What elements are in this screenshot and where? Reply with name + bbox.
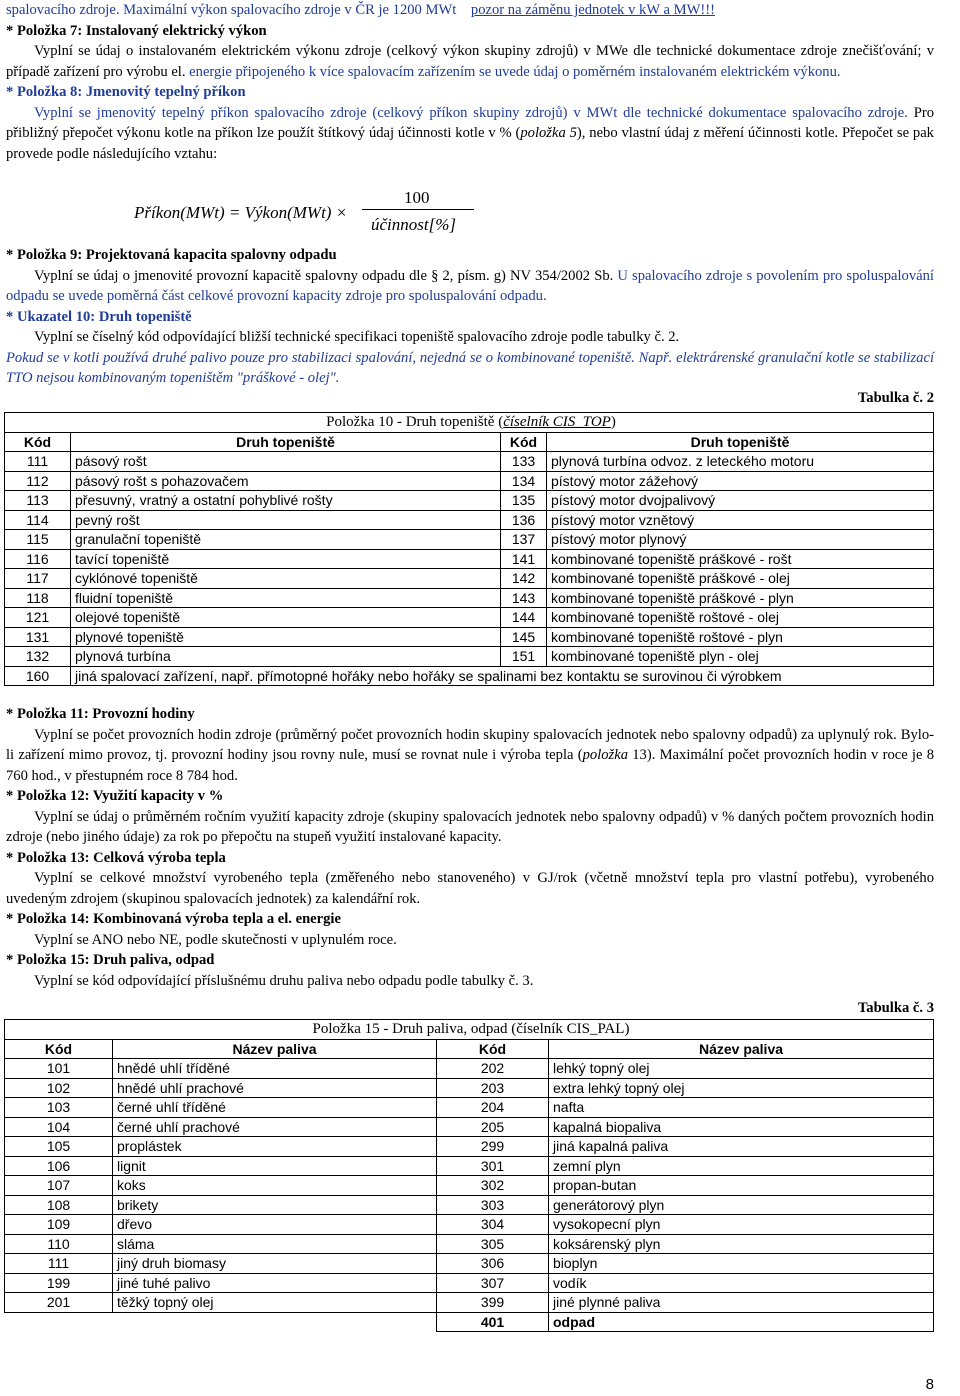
table-2-caption-c: ) — [610, 414, 616, 431]
cell-code: 201 — [5, 1293, 113, 1313]
item-14-text-a: Vyplní se ANO nebo NE, podle skutečnosti v uplynulém roce. — [34, 931, 397, 948]
cell-name: olejové topeniště — [71, 608, 501, 628]
indicator-10-text-a: Vyplní se číselný kód odpovídající bližší technické specifikaci topeniště spalovacího zdroje podle tabulky č. 2. — [34, 329, 680, 345]
item-12-text-a: Vyplní se údaj o průměrném ročním využití kapacity zdroje (skupiny spalovacích jednotek nebo spalovny odpadů) v % daných počtem provozních hodin zdroje (nebo jiného údaje) za rok po přepočtu na stupeň využití instalované kapacity. — [6, 808, 934, 845]
item-12-text — [6, 807, 934, 848]
table-row — [5, 666, 934, 686]
item-8-text-a: Vyplní se jmenovitý tepelný příkon spalovacího zdroje (celkový příkon skupiny zdrojů) v MWt dle technické dokumentace spalovacího zdroje. — [34, 104, 908, 121]
cell-code: 109 — [5, 1215, 113, 1235]
cell-code: 307 — [437, 1273, 549, 1293]
table-2-codelist: číselník CIS_TOP — [503, 414, 611, 431]
indicator-10-text — [6, 327, 934, 348]
item-11-title: * Položka 11: Provozní hodiny — [6, 706, 195, 722]
table-row — [5, 608, 934, 628]
cell-name: hnědé uhlí tříděné — [113, 1059, 437, 1079]
item-15-text-a: Vyplní se kód odpovídající příslušnému druhu paliva nebo odpadu podle tabulky č. 3. — [34, 972, 534, 989]
cell-code: 106 — [5, 1156, 113, 1176]
table-row — [5, 1195, 934, 1215]
cell-name: černé uhlí tříděné — [113, 1098, 437, 1118]
item-9-law-ref: 2, písm. g) NV 354/2002 Sb. — [442, 267, 614, 284]
header-code: Kód — [437, 1039, 549, 1059]
item-8-text-b: Pro přibližný přepočet výkonu kotle na příkon lze použít štítkový údaj účinnosti kotle v % ( — [6, 104, 935, 141]
table-row — [5, 491, 934, 511]
item-13-title: * Položka 13: Celková výroba tepla — [6, 849, 226, 866]
cell-code: 151 — [501, 647, 547, 667]
table-3-caption: Položka 15 - Druh paliva, odpad (číselník CIS_PAL) — [5, 1020, 934, 1040]
empty-cell — [5, 1312, 113, 1332]
cell-code: 118 — [5, 588, 71, 608]
table-row — [5, 647, 934, 667]
cell-name: lehký topný olej — [549, 1059, 934, 1079]
table-row — [5, 627, 934, 647]
cell-name: kombinované topeniště roštové - olej — [547, 608, 934, 628]
cell-code: 306 — [437, 1254, 549, 1274]
item-13-text-a: Vyplní se celkové množství vyrobeného tepla (změřeného nebo stanoveného) v GJ/rok (včetně množství tepla pro vlastní potřebu), vyrobeného uvedeným zdrojem (skupinou spalovacích jednotek) za kalendářní rok. — [6, 870, 934, 907]
table-row — [5, 1176, 934, 1196]
item-11-ref: položka — [582, 747, 628, 763]
cell-name: plynová turbína odvoz. z leteckého motoru — [547, 452, 934, 472]
cell-code: 401 — [437, 1312, 549, 1332]
cell-code: 121 — [5, 608, 71, 628]
table-row — [5, 1117, 934, 1137]
cell-code: 205 — [437, 1117, 549, 1137]
cell-name: kapalná biopaliva — [549, 1117, 934, 1137]
cell-code: 113 — [5, 491, 71, 511]
cell-name: pístový motor zážehový — [547, 471, 934, 491]
item-9-text-a: Vyplní se údaj o jmenovité provozní kapacitě spalovny odpadu dle — [34, 267, 427, 284]
cell-name: jiná kapalná paliva — [549, 1137, 934, 1157]
cell-name: plynová turbína — [71, 647, 501, 667]
table-row — [5, 1254, 934, 1274]
item-8-text-c: ), nebo vlastní údaj z měření účinnosti kotle. — [576, 125, 839, 141]
cell-code: 105 — [5, 1137, 113, 1157]
table-row — [5, 1098, 934, 1118]
cell-name: koks — [113, 1176, 437, 1196]
header-code: Kód — [5, 1039, 113, 1059]
cell-name: proplástek — [113, 1137, 437, 1157]
item-9-text-c: U spalovacího zdroje s povolením pro spoluspalování odpadu se uvede poměrná část celkové provozní kapacity zdroje pro spoluspalování odpadu. — [6, 267, 934, 304]
table-row — [5, 1273, 934, 1293]
item-7-text — [6, 41, 934, 82]
cell-name: generátorový plyn — [549, 1195, 934, 1215]
cell-code: 101 — [5, 1059, 113, 1079]
cell-code: 107 — [5, 1176, 113, 1196]
item-8-text-d: Přepočet se pak provede podle následujícího vztahu: — [6, 125, 934, 162]
cell-code: 135 — [501, 491, 547, 511]
cell-code: 112 — [5, 471, 71, 491]
cell-name: brikety — [113, 1195, 437, 1215]
table-row — [5, 1137, 934, 1157]
intro-line — [6, 0, 934, 21]
cell-code: 115 — [5, 530, 71, 550]
header-code: Kód — [5, 432, 71, 452]
cell-code: 117 — [5, 569, 71, 589]
cell-name: černé uhlí prachové — [113, 1117, 437, 1137]
cell-code: 141 — [501, 549, 547, 569]
item-8-ref: položka 5 — [520, 125, 577, 141]
cell-code: 142 — [501, 569, 547, 589]
header-fuel-name: Název paliva — [113, 1039, 437, 1059]
item-9-text — [6, 266, 934, 307]
header-furnace: Druh topeniště — [71, 432, 501, 452]
cell-name: kombinované topeniště práškové - olej — [547, 569, 934, 589]
table-row — [5, 452, 934, 472]
table-row — [5, 1215, 934, 1235]
cell-name: dřevo — [113, 1215, 437, 1235]
item-14-text — [6, 930, 934, 951]
cell-code: 111 — [5, 452, 71, 472]
table-3-fuel-types — [4, 1019, 934, 1332]
cell-name: nafta — [549, 1098, 934, 1118]
cell-name: jiné tuhé palivo — [113, 1273, 437, 1293]
table-row — [5, 1078, 934, 1098]
cell-code: 133 — [501, 452, 547, 472]
section-items-7-8 — [6, 0, 934, 164]
table-2-label: Tabulka č. 2 — [857, 389, 934, 406]
cell-name: pevný rošt — [71, 510, 501, 530]
cell-name: kombinované topeniště plyn - olej — [547, 647, 934, 667]
cell-name: pístový motor plynový — [547, 530, 934, 550]
table-row — [5, 1312, 934, 1332]
cell-code: 136 — [501, 510, 547, 530]
cell-name: plynové topeniště — [71, 627, 501, 647]
header-fuel-name: Název paliva — [549, 1039, 934, 1059]
cell-code: 111 — [5, 1254, 113, 1274]
table-header — [5, 432, 934, 452]
cell-code: 143 — [501, 588, 547, 608]
cell-name: těžký topný olej — [113, 1293, 437, 1313]
cell-code: 116 — [5, 549, 71, 569]
cell-code: 103 — [5, 1098, 113, 1118]
item-11-text-b: 13). Maximální počet provozních hodin v roce je 8 760 hod., v přestupném roce 8 784 hod. — [6, 747, 934, 784]
cell-code: 202 — [437, 1059, 549, 1079]
item-9-title: * Položka 9: Projektovaná kapacita spalovny odpadu — [6, 247, 337, 263]
formula-lhs: Příkon(MWt) = Výkon(MWt) × — [134, 203, 348, 222]
cell-code: 304 — [437, 1215, 549, 1235]
cell-name: kombinované topeniště roštové - plyn — [547, 627, 934, 647]
header-furnace: Druh topeniště — [547, 432, 934, 452]
section-items-9-10 — [6, 245, 934, 408]
cell-name: jiné plynné paliva — [549, 1293, 934, 1313]
cell-name: sláma — [113, 1234, 437, 1254]
cell-name: bioplyn — [549, 1254, 934, 1274]
cell-code: 134 — [501, 471, 547, 491]
item-11-text — [6, 725, 934, 787]
cell-code: 303 — [437, 1195, 549, 1215]
item-15-title: * Položka 15: Druh paliva, odpad — [6, 952, 215, 968]
cell-name: tavící topeniště — [71, 549, 501, 569]
cell-name: zemní plyn — [549, 1156, 934, 1176]
cell-name: pístový motor vznětový — [547, 510, 934, 530]
table-row — [5, 569, 934, 589]
item-12-title: * Položka 12: Využití kapacity v % — [6, 788, 224, 804]
table-row — [5, 1293, 934, 1313]
table-row — [5, 1059, 934, 1079]
cell-name: lignit — [113, 1156, 437, 1176]
cell-name: kombinované topeniště práškové - plyn — [547, 588, 934, 608]
cell-code: 199 — [5, 1273, 113, 1293]
item-7-title: * Položka 7: Instalovaný elektrický výkon — [6, 22, 267, 39]
table-row — [5, 1156, 934, 1176]
cell-code: 301 — [437, 1156, 549, 1176]
cell-name: koksárenský plyn — [549, 1234, 934, 1254]
cell-name: vysokopecní plyn — [549, 1215, 934, 1235]
indicator-10-note: Pokud se v kotli používá druhé palivo pouze pro stabilizaci spalování, nejedná se o kombinované topeniště. Např. elektrárenské granulační kotle se stabilizací TTO nejsou kombinovaným topeništěm "práškové - olej". — [6, 349, 934, 386]
cell-name: pístový motor dvojpalivový — [547, 491, 934, 511]
cell-name: odpad — [549, 1312, 934, 1332]
empty-cell — [113, 1312, 437, 1332]
formula-numerator: 100 — [404, 188, 430, 207]
section-items-11-15 — [6, 704, 934, 991]
table-2-furnace-types — [4, 412, 934, 686]
cell-code: 302 — [437, 1176, 549, 1196]
cell-code: 203 — [437, 1078, 549, 1098]
item-15-text — [6, 971, 934, 992]
cell-name: jiná spalovací zařízení, např. přímotopné hořáky nebo hořáky se spalinami bez kontaktu se surovinou či výrobkem — [71, 666, 934, 686]
item-7-text-b: energie připojeného k více spalovacím zařízením se uvede údaj o poměrném instalovaném elektrickém výkonu. — [189, 63, 841, 80]
cell-code: 108 — [5, 1195, 113, 1215]
cell-name: přesuvný, vratný a ostatní pohyblivé rošty — [71, 491, 501, 511]
max-output-note: spalovacího zdroje. Maximální výkon spalovacího zdroje v ČR je 1200 MWt — [6, 2, 457, 18]
cell-name: propan-butan — [549, 1176, 934, 1196]
cell-name: extra lehký topný olej — [549, 1078, 934, 1098]
table-3-label: Tabulka č. 3 — [857, 1000, 934, 1016]
cell-code: 144 — [501, 608, 547, 628]
table-row — [5, 471, 934, 491]
cell-code: 204 — [437, 1098, 549, 1118]
item-11-text-a: Vyplní se počet provozních hodin zdroje (průměrný počet provozních hodin skupiny spalovacích jednotek nebo spalovny odpadů) za uplynulý rok. Bylo-li zařízení mimo provoz, tj. provozní hodiny jsou rovny nule, musí se rovnat nule i výroba tepla ( — [6, 726, 934, 763]
cell-name: cyklónové topeniště — [71, 569, 501, 589]
cell-name: kombinované topeniště práškové - rošt — [547, 549, 934, 569]
cell-name: pásový rošt s pohazovačem — [71, 471, 501, 491]
table-2-caption-a: Položka 10 - Druh topeniště ( — [326, 414, 504, 431]
cell-name: vodík — [549, 1273, 934, 1293]
item-8-title: * Položka 8: Jmenovitý tepelný příkon — [6, 84, 246, 100]
formula-denominator: účinnost[%] — [371, 215, 456, 234]
table-2-caption — [5, 413, 934, 433]
cell-name: pásový rošt — [71, 452, 501, 472]
table-row — [5, 510, 934, 530]
cell-code: 299 — [437, 1137, 549, 1157]
indicator-10-title: * Ukazatel 10: Druh topeniště — [6, 308, 192, 325]
item-13-text — [6, 868, 934, 909]
table-row — [5, 588, 934, 608]
cell-name: hnědé uhlí prachové — [113, 1078, 437, 1098]
cell-name: granulační topeniště — [71, 530, 501, 550]
table-header — [5, 1039, 934, 1059]
item-7-text-a: Vyplní se údaj o instalovaném elektrickém výkonu zdroje (celkový výkon skupiny zdrojů) v MWe dle technické dokumentace zdroje znečišťování; v případě zařízení pro výrobu el. — [6, 43, 934, 80]
table-row — [5, 530, 934, 550]
cell-code: 399 — [437, 1293, 549, 1313]
conversion-formula — [134, 188, 494, 240]
item-14-title: * Položka 14: Kombinovaná výroba tepla a el. energie — [6, 911, 341, 927]
item-8-text — [6, 103, 934, 165]
cell-code: 104 — [5, 1117, 113, 1137]
fraction-bar — [362, 209, 474, 210]
cell-code: 145 — [501, 627, 547, 647]
page-number: 8 — [925, 1376, 934, 1393]
cell-name: fluidní topeniště — [71, 588, 501, 608]
paragraph-sign: § — [431, 267, 439, 284]
table-row — [5, 549, 934, 569]
cell-code: 102 — [5, 1078, 113, 1098]
header-code: Kód — [501, 432, 547, 452]
cell-code: 110 — [5, 1234, 113, 1254]
cell-code: 160 — [5, 666, 71, 686]
cell-name: jiný druh biomasy — [113, 1254, 437, 1274]
cell-code: 137 — [501, 530, 547, 550]
unit-warning: pozor na záměnu jednotek v kW a MW!!! — [470, 2, 715, 18]
table-row — [5, 1234, 934, 1254]
cell-code: 132 — [5, 647, 71, 667]
cell-code: 131 — [5, 627, 71, 647]
cell-code: 114 — [5, 510, 71, 530]
cell-code: 305 — [437, 1234, 549, 1254]
